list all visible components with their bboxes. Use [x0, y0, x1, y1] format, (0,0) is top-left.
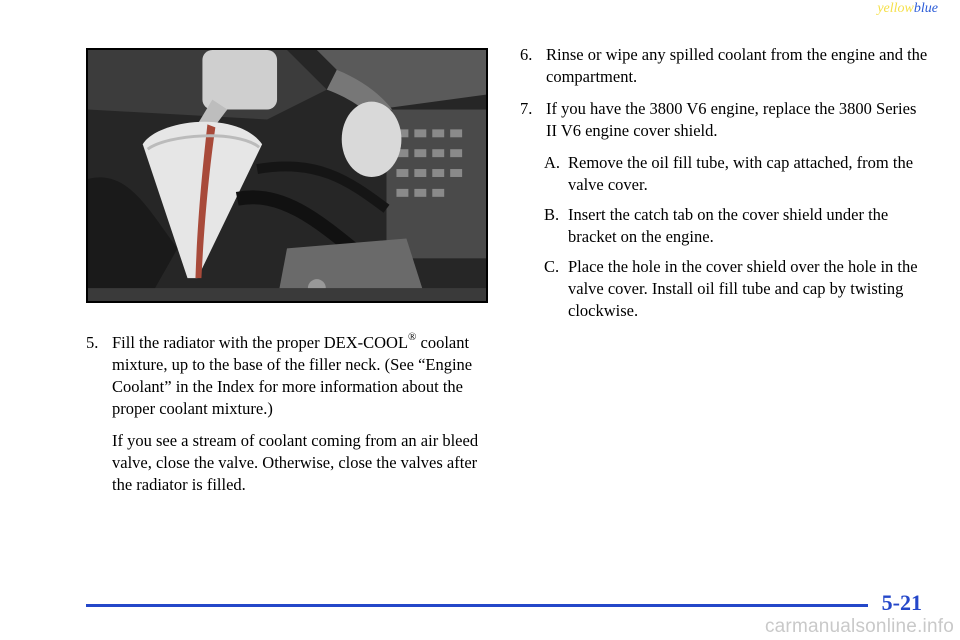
header-tag-yellow: yellow	[877, 1, 914, 16]
right-column	[520, 44, 930, 330]
header-tag	[877, 1, 938, 17]
coolant-funnel-photo	[86, 48, 488, 303]
left-column	[86, 332, 486, 506]
step-7	[520, 98, 930, 142]
step-5-text-rest: coolant mixture, up to the base of the filler neck. (See “Engine Coolant” in the Index for more information about the proper coolant mixture.)	[112, 333, 473, 418]
sub-step-text: Place the hole in the cover shield over the hole in the valve cover. Install oil fill tube and cap by twisting clockwise.	[568, 257, 918, 320]
step-number: 5.	[86, 333, 99, 352]
footer-rule	[86, 604, 868, 607]
step-5	[86, 332, 486, 420]
sub-step-c	[520, 256, 930, 322]
watermark: carmanualsonline.info	[764, 616, 954, 637]
step-7-text: If you have the 3800 V6 engine, replace the 3800 Series II V6 engine cover shield.	[546, 99, 917, 140]
sub-step-letter: C.	[544, 257, 560, 276]
page-number: 5-21	[881, 590, 922, 615]
sub-step-text: Insert the catch tab on the cover shield under the bracket on the engine.	[568, 205, 889, 246]
step-6-text: Rinse or wipe any spilled coolant from the engine and the compartment.	[546, 45, 928, 86]
step-5-note: If you see a stream of coolant coming from an air bleed valve, close the valve. Otherwise, close the valves after the radiator is filled.	[112, 431, 479, 494]
sub-step-letter: A.	[544, 153, 561, 172]
step-5-text-start: Fill the radiator with the proper DEX-COOL	[112, 333, 409, 352]
sub-step-b	[520, 204, 930, 248]
header-tag-blue: blue	[913, 1, 938, 16]
step-number: 6.	[520, 45, 533, 64]
photo-illustration	[88, 50, 486, 301]
registered-mark: ®	[408, 330, 417, 343]
sub-step-letter: B.	[544, 205, 560, 224]
step-number: 7.	[520, 99, 533, 118]
sub-step-a	[520, 152, 930, 196]
sub-step-text: Remove the oil fill tube, with cap attached, from the valve cover.	[568, 153, 914, 194]
step-6	[520, 44, 930, 88]
